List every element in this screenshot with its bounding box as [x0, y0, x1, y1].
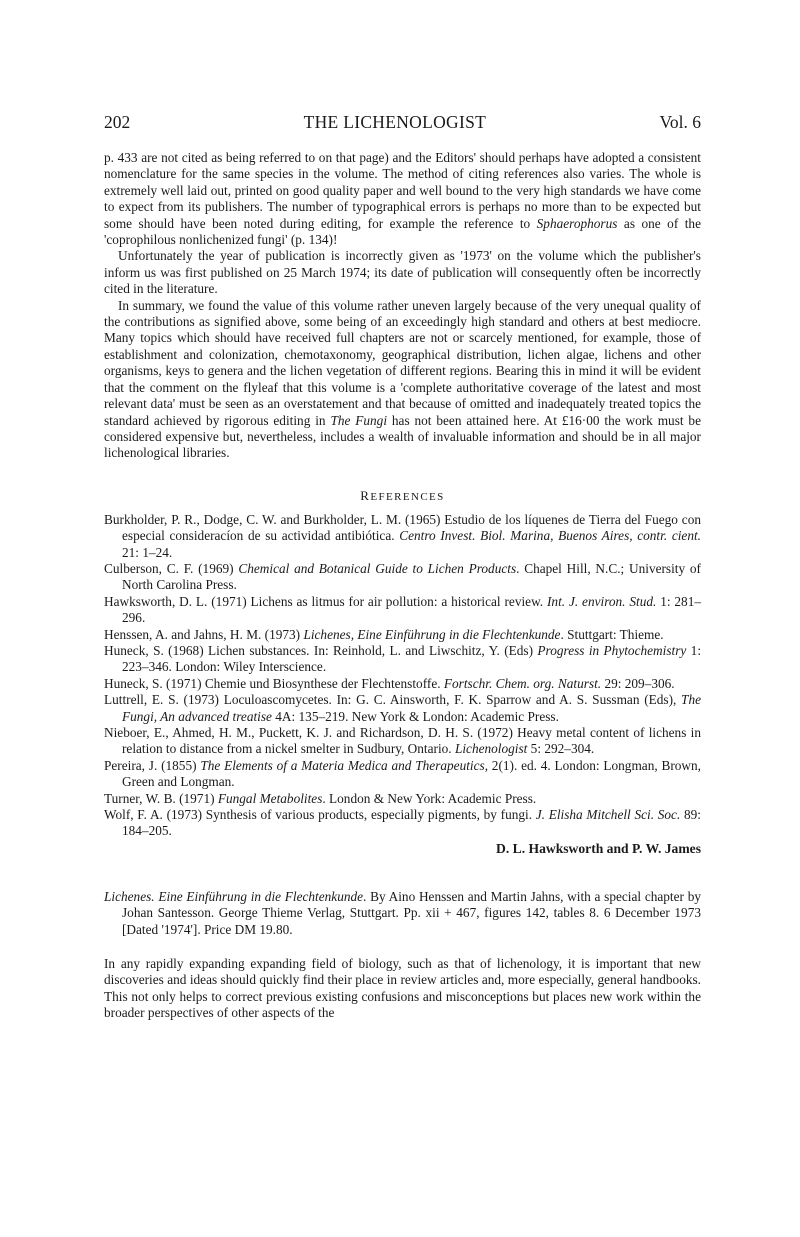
text-run: 4A: 135–219. New York & London: Academic Press.	[271, 708, 559, 724]
references-heading	[104, 488, 701, 504]
text-run: p. 433 are not cited as being referred to on that page) and the Editors' should perhaps have adopted a consistent nomenclature for the same species in the volume. The method of citing references also varies. The whole is extremely well laid out, printed on good quality paper and well bound to the very high standards we have come to expect from its publishers. The number of typographical errors is perhaps no more than to be expected but some should have been noted during editing, for example the reference to	[104, 150, 701, 231]
italic-run: Sphaerophorus	[536, 215, 618, 231]
text-run: . Stuttgart: Thieme.	[560, 626, 664, 642]
italic-run: Int. J. environ. Stud.	[547, 593, 657, 609]
book-title: Lichenes. Eine Einführung in die Flechtenkunde	[104, 888, 364, 904]
paragraph: Unfortunately the year of publication is incorrectly given as '1973' on the volume which the publisher's inform us was first published on 25 March 1974; its date of publication will consequently often be incorrectly cited in the literature.	[104, 248, 701, 297]
reference-list	[104, 512, 701, 840]
text-run: Turner, W. B. (1971)	[104, 790, 218, 806]
reference-item	[104, 512, 701, 561]
reference-item	[104, 643, 701, 676]
reference-item	[104, 676, 701, 692]
reference-item	[104, 692, 701, 725]
text-run: 5: 292–304.	[527, 741, 595, 757]
text-run: . London & New York: Academic Press.	[322, 790, 537, 806]
italic-run: The Fungi, An advanced treatise	[122, 692, 701, 724]
text-run: Huneck, S. (1968) Lichen substances. In: Reinhold, L. and Liwschitz, Y. (Eds)	[104, 642, 538, 658]
italic-run: Fortschr. Chem. org. Naturst.	[443, 675, 602, 691]
text-run: 1: 281–296.	[122, 593, 701, 626]
page	[104, 112, 701, 1022]
citation-details: . By Aino Henssen and Martin Jahns, with a special chapter by Johan Santesson. George Thieme Verlag, Stuttgart. Pp. xii + 467, figures 142, tables 8. 6 December 1973 [Dated '1974']. Price DM 19.80.	[122, 888, 701, 937]
text-run: Luttrell, E. S. (1973) Loculoascomycetes. In: G. C. Ainsworth, F. K. Sparrow and A. S. Sussman (Eds),	[104, 692, 682, 708]
reference-item	[104, 561, 701, 594]
italic-run: Lichenes, Eine Einführung in die Flechtenkunde	[303, 626, 561, 642]
heading-rest: EFERENCES	[370, 490, 445, 503]
text-run: Henssen, A. and Jahns, H. M. (1973)	[104, 626, 304, 642]
text-run: In summary, we found the value of this volume rather uneven largely because of the very unequal quality of the contributions as signified above, some being of an exceedingly high standard and others at best mediocre. Many topics which should have received full chapters are not or scarcely mentioned, for example, those of establishment and colonization, chemotaxonomy, geographical distribution, lichen algae, lichens and other organisms, keys to genera and the lichen vegetation of different regions. Bearing this in mind it will be evident that the comment on the flyleaf that this volume is a 'complete authoritative coverage of the latest and most relevant data' must be seen as an overstatement and that because of omitted and inadequately treated topics the standard achieved by rigorous editing in	[104, 297, 701, 428]
text-run: 89: 184–205.	[122, 807, 701, 839]
italic-run: Chemical and Botanical Guide to Lichen Products	[238, 560, 517, 576]
reference-item	[104, 725, 701, 758]
review-continuation	[104, 150, 701, 462]
text-run: as one of the 'coprophilous nonlichenized fungi' (p. 134)!	[104, 215, 701, 248]
text-run: 1: 223–346. London: Wiley Interscience.	[122, 642, 702, 675]
italic-run: J. Elisha Mitchell Sci. Soc.	[535, 807, 681, 823]
italic-run: Progress in Phytochemistry	[537, 642, 687, 658]
journal-title: THE LICHENOLOGIST	[303, 112, 487, 132]
reference-item	[104, 758, 701, 791]
reference-item	[104, 627, 701, 643]
volume-label: Vol. 6	[659, 112, 701, 132]
text-run: has not been attained here. At £16·00 the work must be considered expensive but, nevertheless, includes a wealth of invaluable information and should be in all major lichenological libraries.	[104, 412, 701, 461]
italic-run: Fungal Metabolites	[217, 790, 323, 806]
text-run: 21: 1–24.	[122, 544, 173, 560]
text-run: Wolf, F. A. (1973) Synthesis of various products, especially pigments, by fungi.	[104, 807, 536, 823]
text-run: Burkholder, P. R., Dodge, C. W. and Burkholder, L. M. (1965) Estudio de los líquenes de Tierra del Fuego con especial consideracíon de su actividad antibiótica.	[104, 511, 701, 544]
reference-item	[104, 791, 701, 807]
text-run: 29: 209–306.	[601, 675, 675, 691]
reference-item	[104, 594, 701, 627]
text-run: Culberson, C. F. (1969)	[104, 560, 239, 576]
italic-run: The Elements of a Materia Medica and Therapeutics	[200, 757, 485, 773]
review-body	[104, 956, 701, 1022]
text-run: Hawksworth, D. L. (1971) Lichens as litmus for air pollution: a historical review.	[104, 593, 547, 609]
text-run: Pereira, J. (1855)	[104, 757, 201, 773]
text-run: , 2(1). ed. 4. London: Longman, Brown, Green and Longman.	[122, 757, 701, 790]
text-run: . Chapel Hill, N.C.; University of North Carolina Press.	[122, 560, 701, 593]
page-number: 202	[104, 112, 131, 132]
text-run: Nieboer, E., Ahmed, H. M., Puckett, K. J. and Richardson, D. H. S. (1972) Heavy metal content of lichens in relation to distance from a nickel smelter in Sudbury, Ontario.	[104, 725, 701, 757]
italic-run: The Fungi	[330, 412, 388, 428]
paragraph	[104, 150, 701, 248]
italic-run: Centro Invest. Biol. Marina, Buenos Aires, contr. cient.	[399, 528, 701, 544]
text-run: Huneck, S. (1971) Chemie und Biosynthese der Flechtenstoffe.	[104, 675, 444, 691]
paragraph	[104, 298, 701, 462]
author-signature: D. L. Hawksworth and P. W. James	[496, 840, 701, 856]
heading-cap: R	[360, 487, 371, 503]
italic-run: Lichenologist	[454, 741, 528, 757]
reference-item	[104, 807, 701, 840]
running-header	[104, 112, 701, 140]
paragraph: In any rapidly expanding expanding field of biology, such as that of lichenology, it is important that new discoveries and ideas should quickly find their place in review articles and, more especially, general handbooks. This not only helps to correct previous existing confusions and misconceptions but places new work within the broader perspectives of other aspects of the	[104, 956, 701, 1021]
review-citation	[104, 889, 701, 938]
